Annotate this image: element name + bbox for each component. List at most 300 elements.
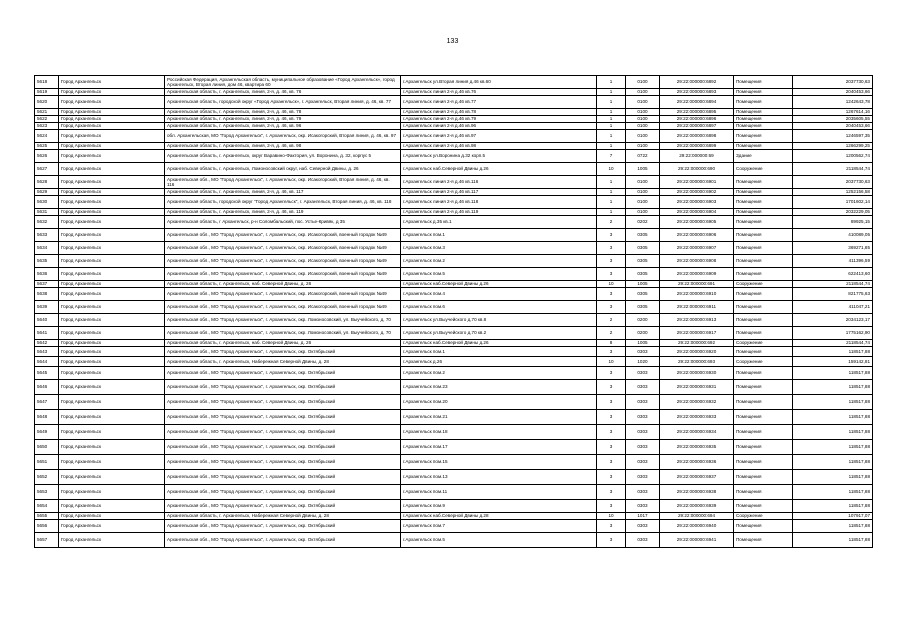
cadastral-number: 29:22:000000:6908	[660, 255, 734, 268]
municipality-name: Город Архангельск	[59, 357, 165, 367]
table-row	[35, 327, 873, 340]
table-row	[35, 76, 873, 89]
municipality-name: Город Архангельск	[59, 150, 165, 163]
cadastral-value: 118517,88	[793, 500, 873, 513]
municipality-name: Город Архангельск	[59, 301, 165, 314]
municipality-name: Город Архангельск	[59, 288, 165, 301]
municipality-name: Город Архангельск	[59, 255, 165, 268]
object-type: Помещения	[734, 314, 793, 327]
type-code: 0200	[626, 314, 660, 327]
object-address: г.Архангельск пом.21	[401, 410, 597, 425]
municipality-name: Город Архангельск	[59, 209, 165, 216]
table-row	[35, 533, 873, 548]
object-location: Архангельская обл., МО "Город Архангельск", г. Архангельск, окр. Исакогорский, военный городок №49	[165, 288, 401, 301]
object-location: Архангельская область, г. Архангельск, Ломоносовский округ, наб. Северной Двины, д. 26	[165, 163, 401, 176]
type-code: 0100	[626, 109, 660, 116]
table-row	[35, 380, 873, 395]
type-code: 0303	[626, 347, 660, 357]
object-location: Архангельская обл., МО "Город Архангельск", г. Архангельск, окр. Октябрьский	[165, 410, 401, 425]
table-row	[35, 314, 873, 327]
municipality-name: Город Архангельск	[59, 216, 165, 229]
category-code: 3	[597, 395, 626, 410]
register-body	[35, 76, 873, 548]
municipality-name: Город Архангельск	[59, 520, 165, 533]
cadastral-number: 29:22:000000:6909	[660, 268, 734, 281]
type-code: 0100	[626, 76, 660, 89]
type-code: 0100	[626, 196, 660, 209]
table-row	[35, 123, 873, 130]
object-location: Архангельская обл., МО "Город Архангельск", г. Архангельск, окр. Октябрьский	[165, 367, 401, 380]
municipality-name: Город Архангельск	[59, 500, 165, 513]
object-type: Помещения	[734, 500, 793, 513]
cadastral-number: 29:22:000000:691	[660, 281, 734, 288]
row-number: 5628	[35, 176, 59, 189]
cadastral-number: 29:22:000000:6933	[660, 410, 734, 425]
row-number: 5624	[35, 130, 59, 143]
table-row	[35, 440, 873, 455]
cadastral-value: 1200562,74	[793, 150, 873, 163]
row-number: 5625	[35, 143, 59, 150]
table-row	[35, 209, 873, 216]
cadastral-value: 118517,88	[793, 440, 873, 455]
row-number: 5644	[35, 357, 59, 367]
row-number: 5626	[35, 150, 59, 163]
type-code: 0303	[626, 533, 660, 548]
type-code: 0100	[626, 116, 660, 123]
cadastral-value: 622413,60	[793, 268, 873, 281]
object-type: Сооружение	[734, 163, 793, 176]
table-row	[35, 301, 873, 314]
cadastral-number: 29:22:000000:6917	[660, 327, 734, 340]
cadastral-value: 821775,63	[793, 288, 873, 301]
row-number: 5648	[35, 410, 59, 425]
object-location: Архангельская обл., МО "Город Архангельск", г. Архангельск, окр. Ломоносовский, ул. Выучейского, д. 70	[165, 314, 401, 327]
object-address: г.Архангельск линия 2-я д.46 кв.119	[401, 209, 597, 216]
type-code: 1020	[626, 357, 660, 367]
table-row	[35, 109, 873, 116]
category-code: 3	[597, 500, 626, 513]
object-address: г.Архангельск линия 2-я д.46 кв.77	[401, 96, 597, 109]
table-row	[35, 485, 873, 500]
cadastral-number: 29:22:000000:6941	[660, 533, 734, 548]
cadastral-value: 118517,88	[793, 485, 873, 500]
object-address: г.Архангельск пом.2	[401, 255, 597, 268]
municipality-name: Город Архангельск	[59, 485, 165, 500]
object-address: г.Архангельск пом.18	[401, 425, 597, 440]
object-location: Архангельская обл., МО "Город Архангельск", г. Архангельск, окр. Октябрьский	[165, 395, 401, 410]
object-address: г.Архангельск ул.Выучейского д.70 кв.2	[401, 327, 597, 340]
table-row	[35, 367, 873, 380]
category-code: 3	[597, 533, 626, 548]
row-number: 5651	[35, 455, 59, 470]
object-location: Архангельская область, г. Архангельск, линия, 2-я, д. 46, кв. 79	[165, 116, 401, 123]
type-code: 1005	[626, 281, 660, 288]
table-row	[35, 340, 873, 347]
object-type: Помещения	[734, 288, 793, 301]
table-row	[35, 455, 873, 470]
type-code: 0303	[626, 367, 660, 380]
object-address: г.Архангельск линия 2-я д.46 кв.96	[401, 123, 597, 130]
type-code: 0100	[626, 176, 660, 189]
object-address: г.Архангельск линия 2-я д.46 кв.78	[401, 109, 597, 116]
type-code: 0305	[626, 288, 660, 301]
object-location: Архангельская область, г. Архангельск, наб. Северной Двины, д. 26	[165, 340, 401, 347]
category-code: 3	[597, 301, 626, 314]
cadastral-value: 1267614,16	[793, 109, 873, 116]
category-code: 3	[597, 470, 626, 485]
cadastral-value: 118517,88	[793, 367, 873, 380]
object-address: г.Архангельск линия 2-я д.46 кв.117	[401, 189, 597, 196]
object-address: г.Архангельск пом.1	[401, 347, 597, 357]
category-code: 3	[597, 440, 626, 455]
cadastral-value: 2037730,63	[793, 76, 873, 89]
object-type: Помещения	[734, 347, 793, 357]
object-location: Архангельская область, г. Архангельск, линия, 2-я, д. 46, кв. 78	[165, 109, 401, 116]
cadastral-number: 29:22:000000:690	[660, 163, 734, 176]
object-type: Помещения	[734, 327, 793, 340]
category-code: 1	[597, 130, 626, 143]
page-number: 133	[446, 38, 459, 45]
category-code: 7	[597, 150, 626, 163]
cadastral-number: 29:22:000000:6896	[660, 116, 734, 123]
cadastral-value: 89925,15	[793, 216, 873, 229]
object-address: г.Архангельск линия 2-я д.46 кв.118	[401, 196, 597, 209]
object-address: г.Архангельск наб.Северной Двины д.28	[401, 513, 597, 520]
table-row	[35, 89, 873, 96]
object-address: г.Архангельск пом.1	[401, 229, 597, 242]
object-address: г.Архангельск линия 2-я д.46 кв.97	[401, 130, 597, 143]
object-address: г.Архангельск наб.Северной Двины д.26	[401, 281, 597, 288]
municipality-name: Город Архангельск	[59, 130, 165, 143]
object-location: Архангельская обл., МО "Город Архангельск", г. Архангельск, окр. Октябрьский	[165, 520, 401, 533]
type-code: 0303	[626, 395, 660, 410]
cadastral-number: 29:22:000000:6904	[660, 209, 734, 216]
object-type: Сооружение	[734, 340, 793, 347]
row-number: 5640	[35, 314, 59, 327]
row-number: 5619	[35, 89, 59, 96]
object-address: г.Архангельск пом.17	[401, 440, 597, 455]
object-location: Архангельская обл., МО "Город Архангельск", г. Архангельск, окр. Исакогорский, военный городок №49	[165, 301, 401, 314]
municipality-name: Город Архангельск	[59, 109, 165, 116]
row-number: 5652	[35, 470, 59, 485]
type-code: 0100	[626, 89, 660, 96]
row-number: 5643	[35, 347, 59, 357]
type-code: 0303	[626, 500, 660, 513]
object-type: Помещения	[734, 470, 793, 485]
object-location: Архангельская область, г. Архангельск, линия, 2-я, д. 46, кв. 76	[165, 89, 401, 96]
object-location: Архангельская область, городской округ «Город Архангельск», г. Архангельск, Вторая линия, д. 46, кв. 77	[165, 96, 401, 109]
row-number: 5621	[35, 109, 59, 116]
table-row	[35, 229, 873, 242]
cadastral-number: 29:22:000000:6910	[660, 288, 734, 301]
table-row	[35, 116, 873, 123]
cadastral-value: 118517,88	[793, 395, 873, 410]
cadastral-value: 2040453,66	[793, 89, 873, 96]
object-type: Здание	[734, 150, 793, 163]
category-code: 3	[597, 367, 626, 380]
object-type: Помещения	[734, 116, 793, 123]
row-number: 5650	[35, 440, 59, 455]
object-type: Помещения	[734, 242, 793, 255]
object-type: Помещения	[734, 380, 793, 395]
category-code: 1	[597, 176, 626, 189]
cadastral-value: 410089,05	[793, 229, 873, 242]
table-row	[35, 410, 873, 425]
cadastral-number: 29:22:000000:693	[660, 357, 734, 367]
object-type: Помещения	[734, 410, 793, 425]
object-type: Помещения	[734, 176, 793, 189]
cadastral-value: 2034123,17	[793, 314, 873, 327]
object-address: г.Архангельск линия 2-я д.46 кв.98	[401, 143, 597, 150]
category-code: 10	[597, 357, 626, 367]
type-code: 0303	[626, 455, 660, 470]
municipality-name: Город Архангельск	[59, 425, 165, 440]
object-location: Архангельская обл., МО "Город Архангельск", г. Архангельск, окр. Октябрьский	[165, 425, 401, 440]
row-number: 5620	[35, 96, 59, 109]
cadastral-value: 159142,81	[793, 357, 873, 367]
type-code: 0202	[626, 216, 660, 229]
object-type: Помещения	[734, 209, 793, 216]
object-address: г.Архангельск пом.23	[401, 380, 597, 395]
object-address: г.Архангельск линия 2-я д.46 кв.76	[401, 89, 597, 96]
category-code: 3	[597, 268, 626, 281]
cadastral-value: 2118544,74	[793, 340, 873, 347]
object-type: Помещения	[734, 533, 793, 548]
object-type: Помещения	[734, 395, 793, 410]
municipality-name: Город Архангельск	[59, 327, 165, 340]
category-code: 3	[597, 455, 626, 470]
object-type: Помещения	[734, 143, 793, 150]
type-code: 0722	[626, 150, 660, 163]
category-code: 10	[597, 513, 626, 520]
object-address: г.Архангельск пом.5	[401, 533, 597, 548]
type-code: 0303	[626, 410, 660, 425]
municipality-name: Город Архангельск	[59, 189, 165, 196]
cadastral-number: 29:22:000000:6901	[660, 176, 734, 189]
type-code: 0303	[626, 485, 660, 500]
cadastral-number: 29:22:000000:6902	[660, 189, 734, 196]
object-location: Архангельская область, г. Архангельск, Набережная Северной Двины, д. 28	[165, 513, 401, 520]
municipality-name: Город Архангельск	[59, 281, 165, 288]
object-type: Помещения	[734, 89, 793, 96]
object-address: г.Архангельск пом.3	[401, 242, 597, 255]
row-number: 5627	[35, 163, 59, 176]
type-code: 0305	[626, 229, 660, 242]
cadastral-value: 2040453,66	[793, 123, 873, 130]
row-number: 5641	[35, 327, 59, 340]
category-code: 1	[597, 123, 626, 130]
row-number: 5618	[35, 76, 59, 89]
municipality-name: Город Архангельск	[59, 116, 165, 123]
category-code: 1	[597, 196, 626, 209]
cadastral-number: 29:22:000000:6913	[660, 314, 734, 327]
row-number: 5655	[35, 513, 59, 520]
object-address: г.Архангельск пом.5	[401, 268, 597, 281]
category-code: 3	[597, 255, 626, 268]
cadastral-number: 29:22:000000:6936	[660, 455, 734, 470]
row-number: 5638	[35, 288, 59, 301]
object-type: Помещения	[734, 367, 793, 380]
type-code: 0100	[626, 189, 660, 196]
row-number: 5634	[35, 242, 59, 255]
cadastral-number: 29:22:000000:6930	[660, 367, 734, 380]
type-code: 1005	[626, 340, 660, 347]
object-address: г.Архангельск пом.2	[401, 367, 597, 380]
cadastral-value: 1701602,14	[793, 196, 873, 209]
cadastral-number: 29:22:000000:6931	[660, 380, 734, 395]
object-location: Архангельская область, г. Архангельск, округ Варавино-Фактория, ул. Воронина, д. 32, корпус 5	[165, 150, 401, 163]
object-address: г.Архангельск пом.13	[401, 470, 597, 485]
category-code: 3	[597, 347, 626, 357]
object-location: Архангельская обл., МО "Город Архангельск", г. Архангельск, окр. Октябрьский	[165, 455, 401, 470]
row-number: 5629	[35, 189, 59, 196]
table-row	[35, 500, 873, 513]
table-row	[35, 189, 873, 196]
table-row	[35, 281, 873, 288]
category-code: 1	[597, 116, 626, 123]
object-location: Архангельская область, г. Архангельск, линия, 2-я, д. 46, кв. 96	[165, 123, 401, 130]
row-number: 5646	[35, 380, 59, 395]
object-location: Архангельская область, г. Архангельск, линия, 2-я, д. 46, кв. 117	[165, 189, 401, 196]
municipality-name: Город Архангельск	[59, 268, 165, 281]
property-register-table	[34, 75, 873, 548]
category-code: 3	[597, 229, 626, 242]
cadastral-value: 118517,88	[793, 410, 873, 425]
category-code: 1	[597, 76, 626, 89]
cadastral-number: 29:22:000000:6903	[660, 196, 734, 209]
municipality-name: Город Архангельск	[59, 176, 165, 189]
object-type: Помещения	[734, 229, 793, 242]
object-location: Архангельская область, городской округ "Город Архангельск", г. Архангельск, Вторая линия, д. 46, кв. 118	[165, 196, 401, 209]
municipality-name: Город Архангельск	[59, 229, 165, 242]
table-row	[35, 143, 873, 150]
cadastral-number: 29:22:000000:6897	[660, 123, 734, 130]
object-address: г.Архангельск ул.Вторая линия д.46 кв.60	[401, 76, 597, 89]
cadastral-value: 1266299,25	[793, 143, 873, 150]
type-code: 0303	[626, 470, 660, 485]
object-type: Помещения	[734, 123, 793, 130]
table-row	[35, 130, 873, 143]
object-type: Помещения	[734, 485, 793, 500]
object-address: г.Архангельск пом.4	[401, 288, 597, 301]
object-address: г.Архангельск пом.20	[401, 395, 597, 410]
type-code: 0303	[626, 440, 660, 455]
object-location: Российская Федерация, Архангельская область, муниципальное образование «Город Архангельск», город Архангельск, Вторая линия, дом 46, квартира 60	[165, 76, 401, 89]
municipality-name: Город Архангельск	[59, 455, 165, 470]
row-number: 5656	[35, 520, 59, 533]
object-type: Помещения	[734, 440, 793, 455]
table-row	[35, 216, 873, 229]
object-location: обл. Архангельская, МО "Город Архангельск", г. Архангельск, окр. Исакогорский, Вторая линия, д. 46, кв. 97	[165, 130, 401, 143]
object-type: Сооружение	[734, 357, 793, 367]
object-address: г.Архангельск пом.11	[401, 485, 597, 500]
cadastral-value: 1242643,78	[793, 96, 873, 109]
cadastral-value: 2035605,55	[793, 116, 873, 123]
row-number: 5630	[35, 196, 59, 209]
object-address: г.Архангельск д.35 кв.1	[401, 216, 597, 229]
type-code: 0305	[626, 242, 660, 255]
municipality-name: Город Архангельск	[59, 96, 165, 109]
table-row	[35, 425, 873, 440]
object-type: Помещения	[734, 425, 793, 440]
object-type: Помещения	[734, 255, 793, 268]
table-row	[35, 288, 873, 301]
cadastral-number: 29:22:000000:6938	[660, 485, 734, 500]
table-row	[35, 268, 873, 281]
object-address: г.Архангельск наб.Северной Двины д.26	[401, 340, 597, 347]
cadastral-value: 2037730,63	[793, 176, 873, 189]
object-location: Архангельская обл., МО "Город Архангельск", г. Архангельск, окр. Октябрьский	[165, 485, 401, 500]
table-row	[35, 150, 873, 163]
cadastral-number: 29:22:000000:6893	[660, 89, 734, 96]
table-row	[35, 395, 873, 410]
object-type: Помещения	[734, 216, 793, 229]
table-row	[35, 513, 873, 520]
object-address: г.Архангельск линия 2-я д.46 кв.79	[401, 116, 597, 123]
object-location: Архангельская область, г. Архангельск, линия, 2-я, д. 46, кв. 119	[165, 209, 401, 216]
object-type: Помещения	[734, 455, 793, 470]
municipality-name: Город Архангельск	[59, 380, 165, 395]
row-number: 5642	[35, 340, 59, 347]
object-address: г.Архангельск наб.Северной Двины д.26	[401, 163, 597, 176]
object-location: Архангельская область, г Архангельск, р-н Соломбальский, пос. Устье-Кривяк, д 35	[165, 216, 401, 229]
cadastral-value: 118517,88	[793, 455, 873, 470]
cadastral-number: 29:22:000000:692	[660, 340, 734, 347]
row-number: 5654	[35, 500, 59, 513]
category-code: 3	[597, 485, 626, 500]
category-code: 3	[597, 288, 626, 301]
type-code: 0305	[626, 301, 660, 314]
object-location: Архангельская обл., МО "Город Архангельск", г. Архангельск, окр. Октябрьский	[165, 470, 401, 485]
row-number: 5633	[35, 229, 59, 242]
category-code: 1	[597, 89, 626, 96]
category-code: 2	[597, 216, 626, 229]
object-location: Архангельская обл., МО "Город Архангельск", г. Архангельск, окр. Октябрьский	[165, 533, 401, 548]
cadastral-number: 29:22:000000:6898	[660, 130, 734, 143]
type-code: 0303	[626, 380, 660, 395]
table-row	[35, 163, 873, 176]
cadastral-value: 369271,85	[793, 242, 873, 255]
municipality-name: Город Архангельск	[59, 513, 165, 520]
cadastral-value: 118517,88	[793, 347, 873, 357]
row-number: 5635	[35, 255, 59, 268]
cadastral-number: 29:22:000000:6911	[660, 301, 734, 314]
cadastral-value: 2032229,05	[793, 209, 873, 216]
type-code: 0305	[626, 268, 660, 281]
object-location: Архангельская обл., МО "Город Архангельск", г. Архангельск, окр. Исакогорский, военный городок №49	[165, 255, 401, 268]
object-type: Помещения	[734, 76, 793, 89]
municipality-name: Город Архангельск	[59, 76, 165, 89]
row-number: 5623	[35, 123, 59, 130]
object-location: Архангельская область, г. Архангельск, Набережная Северной Двины, д. 28	[165, 357, 401, 367]
cadastral-number: 29:22:000000:6920	[660, 347, 734, 357]
category-code: 3	[597, 520, 626, 533]
cadastral-value: 118517,88	[793, 520, 873, 533]
cadastral-value: 118517,88	[793, 425, 873, 440]
type-code: 0100	[626, 143, 660, 150]
object-type: Сооружение	[734, 513, 793, 520]
object-type: Помещения	[734, 109, 793, 116]
cadastral-value: 118517,88	[793, 380, 873, 395]
cadastral-value: 2118544,74	[793, 281, 873, 288]
object-address: г.Архангельск пом.7	[401, 520, 597, 533]
object-address: г.Архангельск ул.Воронина д.32 корп.5	[401, 150, 597, 163]
table-row	[35, 196, 873, 209]
municipality-name: Город Архангельск	[59, 340, 165, 347]
municipality-name: Город Архангельск	[59, 163, 165, 176]
object-location: Архангельская обл., МО "Город Архангельск", г. Архангельск, окр. Исакогорский, военный городок №49	[165, 229, 401, 242]
cadastral-number: 29:22:000000:6939	[660, 500, 734, 513]
